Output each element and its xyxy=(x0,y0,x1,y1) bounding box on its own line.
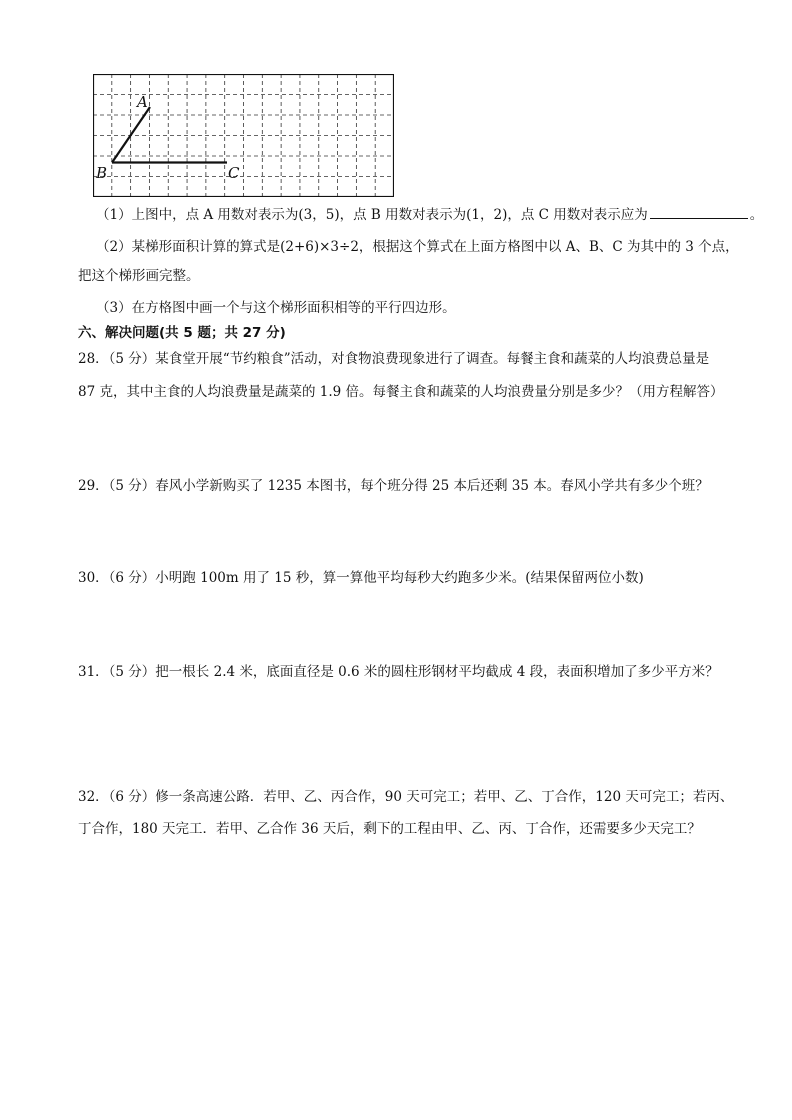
q27-part1-end: 。 xyxy=(749,207,764,223)
coordinate-grid-figure xyxy=(93,74,394,197)
question-32-line2: 丁合作，180 天完工．若甲、乙合作 36 天后，剩下的工程由甲、乙、丙、丁合作，还需要多少天完工？ xyxy=(78,821,701,837)
question-28-line1: 28．（5 分）某食堂开展“节约粮食”活动，对食物浪费现象进行了调查。每餐主食和蔬菜的人均浪费总量是 xyxy=(78,351,710,367)
question-29: 29．（5 分）春风小学新购买了 1235 本图书，每个班分得 25 本后还剩 35 本。春风小学共有多少个班？ xyxy=(78,478,709,494)
question-31: 31．（5 分）把一根长 2.4 米，底面直径是 0.6 米的圆柱形钢材平均截成 4 段，表面积增加了多少平方米？ xyxy=(78,664,719,680)
question-30: 30．（6 分）小明跑 100m 用了 15 秒，算一算他平均每秒大约跑多少米。(结果保留两位小数) xyxy=(78,570,644,586)
q27-part3: （3）在方格图中画一个与这个梯形面积相等的平行四边形。 xyxy=(96,300,456,316)
question-32-line1: 32．（6 分）修一条高速公路．若甲、乙、丙合作，90 天可完工；若甲、乙、丁合作，120 天可完工；若丙、 xyxy=(78,789,734,805)
point-c-label: C xyxy=(228,164,240,182)
question-28-line2: 87 克，其中主食的人均浪费量是蔬菜的 1.9 倍。每餐主食和蔬菜的人均浪费量分别是多少？（用方程解答） xyxy=(78,384,724,400)
q27-part1 xyxy=(96,205,763,225)
point-b-label: B xyxy=(96,164,108,182)
section-title: 六、解决问题(共 5 题；共 27 分) xyxy=(78,325,286,341)
grid-svg xyxy=(93,74,394,197)
answer-blank[interactable] xyxy=(650,205,748,219)
point-a-label: A xyxy=(137,93,148,111)
q27-part1-text: （1）上图中，点 A 用数对表示为(3，5)，点 B 用数对表示为(1，2)，点 C 用数对表示应为 xyxy=(96,207,648,223)
q27-part2-line2: 把这个梯形画完整。 xyxy=(78,268,200,284)
q27-part2-line1: （2）某梯形面积计算的算式是(2+6)×3÷2，根据这个算式在上面方格图中以 A、B、C 为其中的 3 个点， xyxy=(96,239,739,255)
